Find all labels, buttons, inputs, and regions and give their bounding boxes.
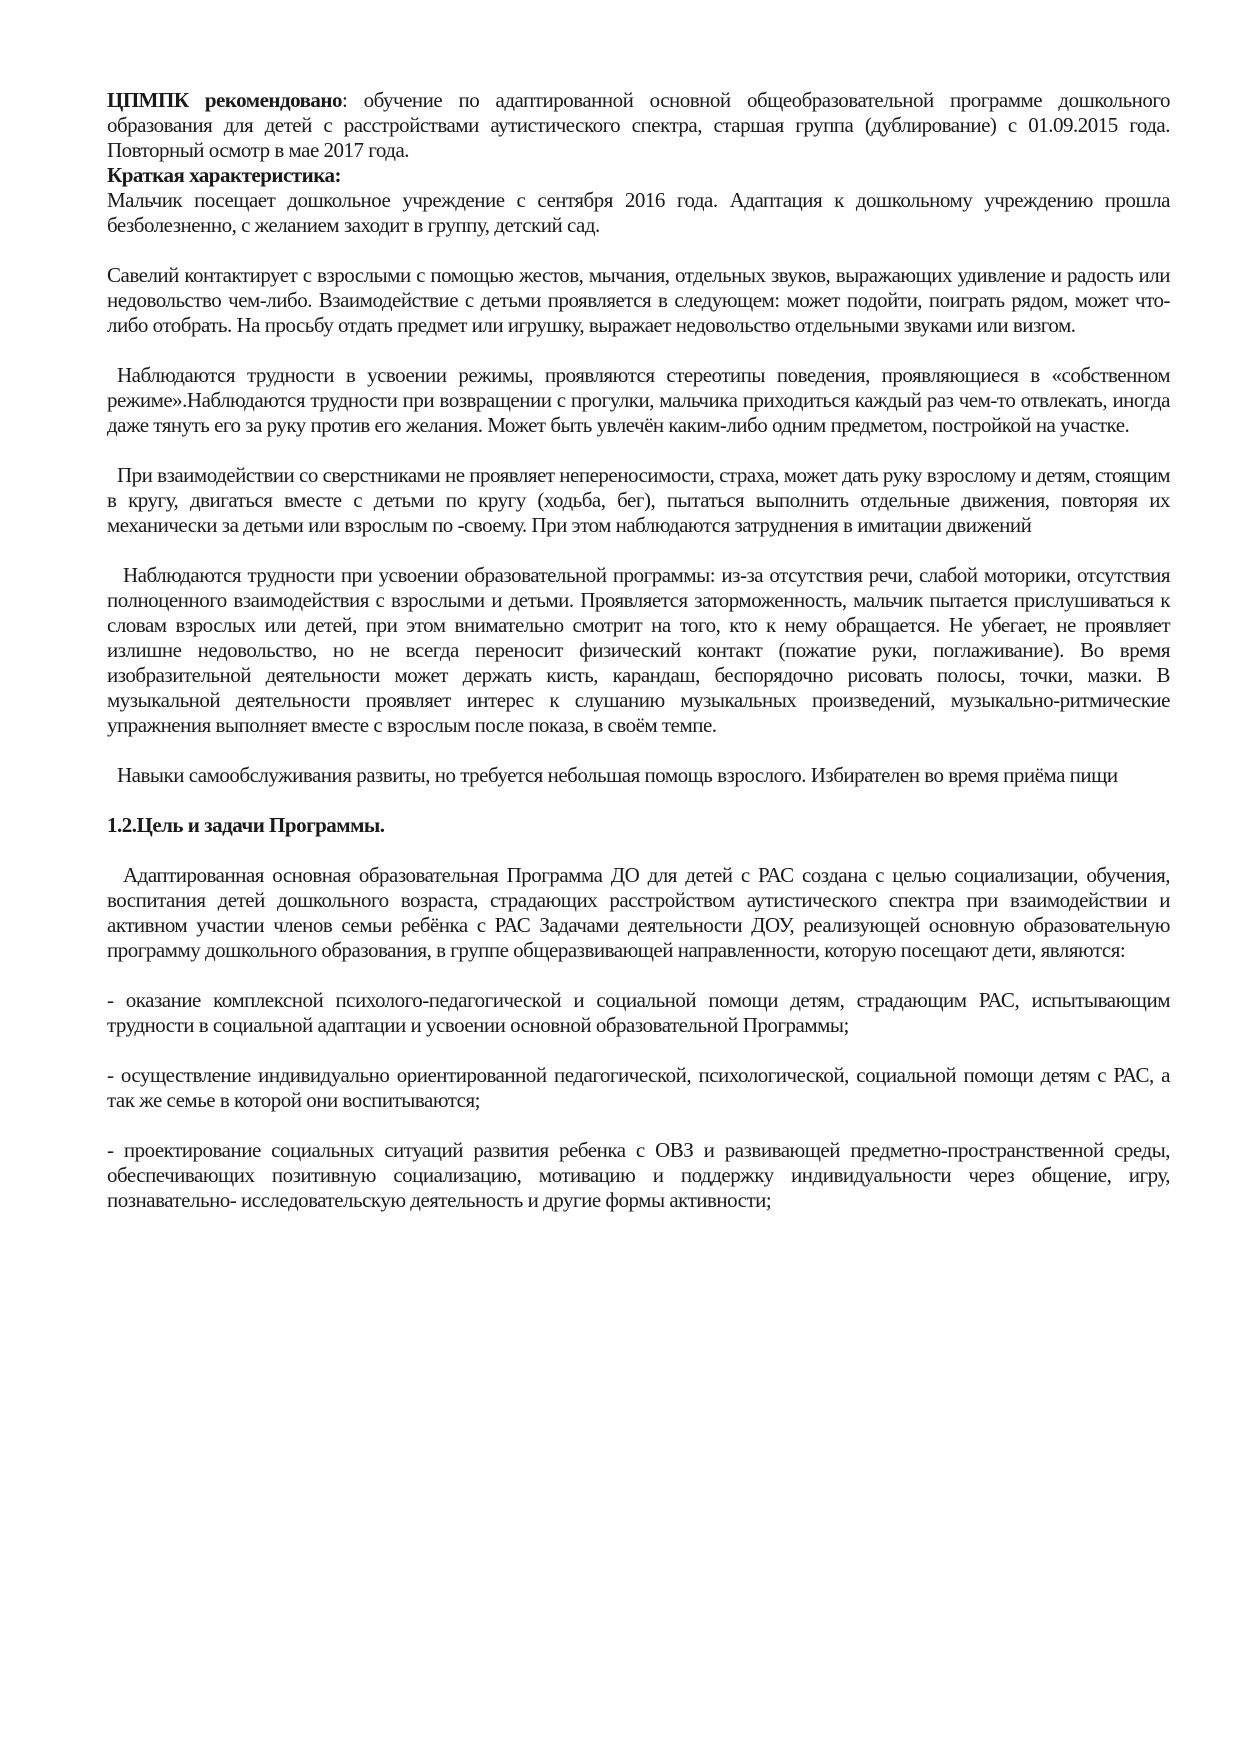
recommendation-label: ЦПМПК рекомендовано	[107, 88, 343, 112]
characteristic-paragraph-1: Мальчик посещает дошкольное учреждение с сентября 2016 года. Адаптация к дошкольному учреждению прошла безболезненно, с желанием заходит в группу, детский сад.	[107, 188, 1170, 237]
characteristic-heading: Краткая характеристика:	[107, 163, 341, 187]
characteristic-paragraph-6: Навыки самообслуживания развиты, но требуется небольшая помощь взрослого. Избирателен во время приёма пищи	[117, 763, 1118, 787]
recommendation-text: : обучение по адаптированной основной общеобразовательной программе дошкольного образования для детей с расстройствами аутистического спектра, старшая группа (дублирование) с 01.09.2015 года. Повторный осмотр в мае 2017 года.	[107, 88, 1170, 162]
characteristic-paragraph-2: Савелий контактирует с взрослыми с помощью жестов, мычания, отдельных звуков, выражающих удивление и радость или недовольство чем-либо. Взаимодействие с детьми проявляется в следующем: может подойти, поиграть рядом, может что-либо отобрать. На просьбу отдать предмет или игрушку, выражает недовольство отдельными звуками или визгом.	[107, 263, 1170, 337]
characteristic-paragraph-4: При взаимодействии со сверстниками не проявляет непереносимости, страха, может дать руку взрослому и детям, стоящим в кругу, двигаться вместе с детьми по кругу (ходьба, бег), пытаться выполнить отдельные движения, повторяя их механически за детьми или взрослым по -своему. При этом наблюдаются затруднения в имитации движений	[107, 463, 1170, 537]
characteristic-paragraph-3: Наблюдаются трудности в усвоении режимы, проявляются стереотипы поведения, проявляющиеся в «собственном режиме».Наблюдаются трудности при возвращении с прогулки, мальчика приходиться каждый раз чем-то отвлекать, иногда даже тянуть его за руку против его желания. Может быть увлечён каким-либо одним предметом, постройкой на участке.	[107, 363, 1170, 437]
task-item-1: - оказание комплексной психолого-педагогической и социальной помощи детям, страдающим РАС, испытывающим трудности в социальной адаптации и усвоении основной образовательной Программы;	[107, 988, 1170, 1037]
characteristic-paragraph-5: Наблюдаются трудности при усвоении образовательной программы: из-за отсутствия речи, слабой моторики, отсутствия полноценного взаимодействия с взрослыми и детьми. Проявляется заторможенность, мальчик пытается прислушиваться к словам взрослых или детей, при этом внимательно смотрит на того, кто к нему обращается. Не убегает, не проявляет излишне недовольство, но не всегда переносит физический контакт (пожатие руки, поглаживание). Во время изобразительной деятельности может держать кисть, карандаш, беспорядочно рисовать полосы, точки, мазки. В музыкальной деятельности проявляет интерес к слушанию музыкальных произведений, музыкально-ритмические упражнения выполняет вместе с взрослым после показа, в своём темпе.	[107, 563, 1170, 737]
task-item-2: - осуществление индивидуально ориентированной педагогической, психологической, социальной помощи детям с РАС, а так же семье в которой они воспитываются;	[107, 1063, 1170, 1112]
section-1-2-intro: Адаптированная основная образовательная Программа ДО для детей с РАС создана с целью социализации, обучения, воспитания детей дошкольного возраста, страдающих расстройством аутистического спектра при взаимодействии и активном участии членов семьи ребёнка с РАС Задачами деятельности ДОУ, реализующей основную образовательную программу дошкольного образования, в группе общеразвивающей направленности, которую посещают дети, являются:	[107, 863, 1170, 962]
recommendation-paragraph	[107, 88, 1170, 163]
task-item-3: - проектирование социальных ситуаций развития ребенка с ОВЗ и развивающей предметно-пространственной среды, обеспечивающих позитивную социализацию, мотивацию и поддержку индивидуальности через общение, игру, познавательно- исследовательскую деятельность и другие формы активности;	[107, 1138, 1170, 1212]
document-body	[107, 88, 1170, 1213]
section-1-2-heading: 1.2.Цель и задачи Программы.	[107, 813, 385, 837]
